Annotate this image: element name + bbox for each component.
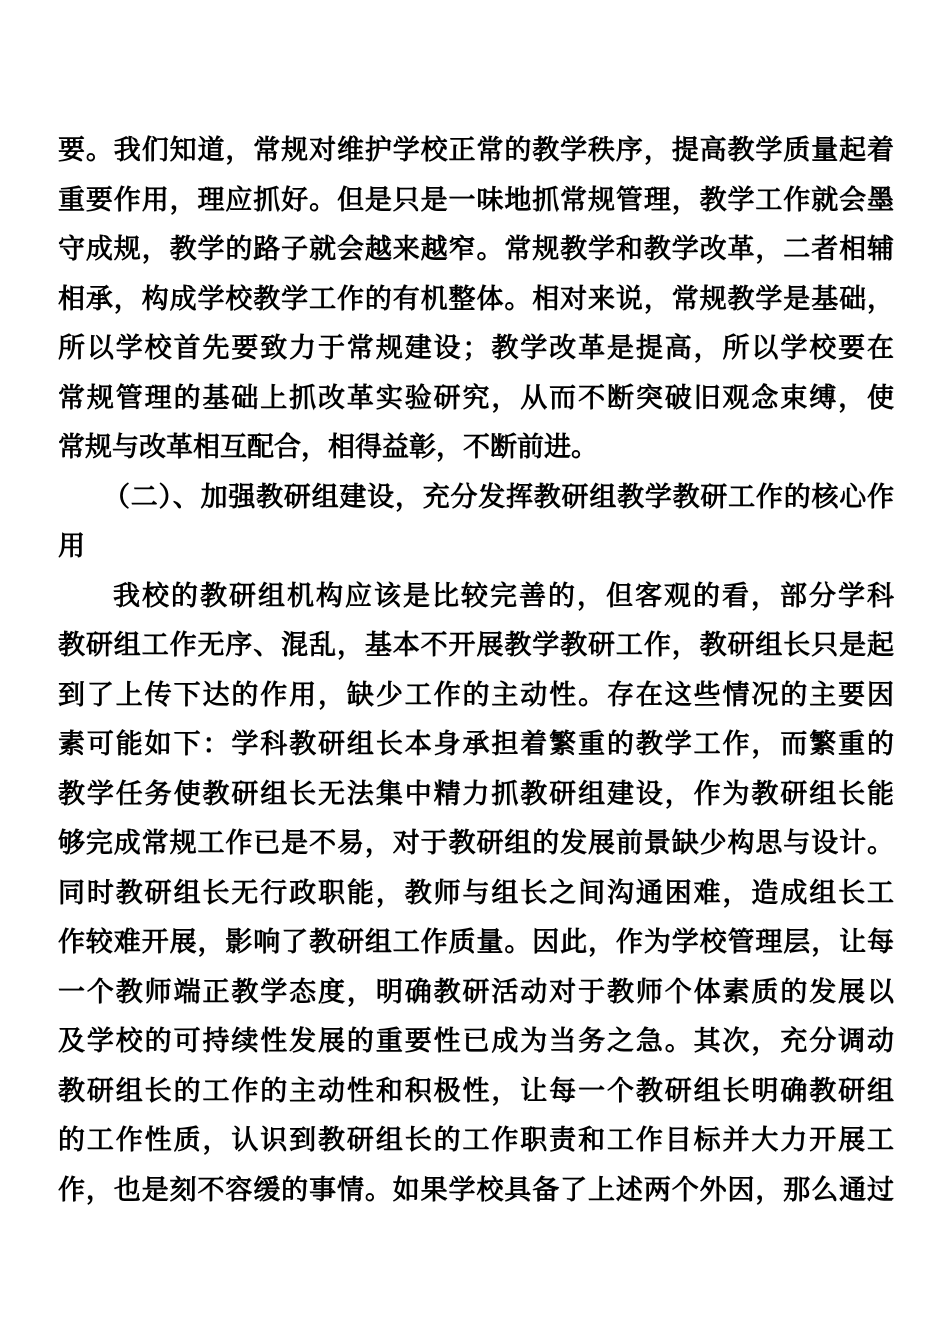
text-line: 到了上传下达的作用，缺少工作的主动性。存在这些情况的主要因 <box>58 679 894 711</box>
text-line: 素可能如下：学科教研组长本身承担着繁重的教学工作，而繁重的 <box>58 729 894 760</box>
text-line: 同时教研组长无行政职能，教师与组长之间沟通困难，造成组长工 <box>58 877 894 909</box>
text-line: 作较难开展，影响了教研组工作质量。因此，作为学校管理层，让每 <box>58 927 894 958</box>
text-line: 要。我们知道，常规对维护学校正常的教学秩序，提高教学质量起着 <box>58 135 894 166</box>
text-line: 我校的教研组机构应该是比较完善的，但客观的看，部分学科 <box>113 580 894 612</box>
text-line: 守成规，教学的路子就会越来越窄。常规教学和教学改革，二者相辅 <box>58 234 894 265</box>
heading-line: 用 <box>58 531 85 562</box>
text-line: 教研组长的工作的主动性和积极性，让每一个教研组长明确教研组 <box>58 1075 894 1107</box>
document-page <box>58 126 894 1215</box>
text-line: 够完成常规工作已是不易，对于教研组的发展前景缺少构思与设计。 <box>58 828 894 859</box>
heading-line: （二）、加强教研组建设，充分发挥教研组教学教研工作的核心作 <box>103 481 894 513</box>
text-line: 一个教师端正教学态度，明确教研活动对于教师个体素质的发展以 <box>58 976 894 1008</box>
text-line: 及学校的可持续性发展的重要性已成为当务之急。其次，充分调动 <box>58 1026 894 1057</box>
text-line: 教研组工作无序、混乱，基本不开展教学教研工作，教研组长只是起 <box>58 630 894 661</box>
text-line: 相承，构成学校教学工作的有机整体。相对来说，常规教学是基础， <box>58 283 894 315</box>
text-line: 重要作用，理应抓好。但是只是一味地抓常规管理，教学工作就会墨 <box>58 184 894 216</box>
text-line: 常规管理的基础上抓改革实验研究，从而不断突破旧观念束缚，使 <box>58 382 894 414</box>
text-line: 作，也是刻不容缓的事情。如果学校具备了上述两个外因，那么通过 <box>58 1174 894 1206</box>
paragraph-group-issues <box>58 572 894 1216</box>
text-line: 常规与改革相互配合，相得益彰，不断前进。 <box>58 432 598 463</box>
text-line: 所以学校首先要致力于常规建设；教学改革是提高，所以学校要在 <box>58 333 894 364</box>
paragraph-routine-and-reform <box>58 126 894 473</box>
text-line: 的工作性质，认识到教研组长的工作职责和工作目标并大力开展工 <box>58 1125 894 1156</box>
text-line: 教学任务使教研组长无法集中精力抓教研组建设，作为教研组长能 <box>58 778 894 810</box>
section-heading-teaching-research-groups <box>58 473 894 572</box>
